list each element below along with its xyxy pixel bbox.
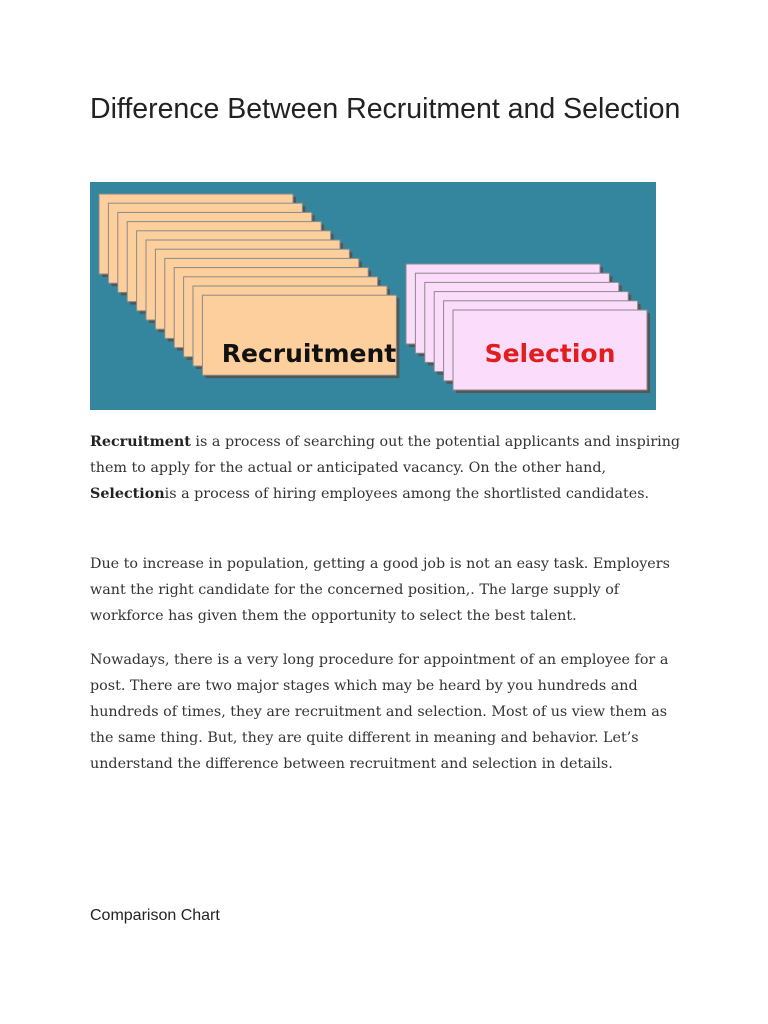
- page-title: Difference Between Recruitment and Selection: [90, 93, 681, 125]
- selection-card-label: Selection: [484, 339, 616, 368]
- recruitment-selection-illustration: [90, 182, 656, 410]
- paragraph-definitions: [90, 429, 690, 507]
- selection-term: Selection: [90, 486, 165, 502]
- selection-definition: is a process of hiring employees among the shortlisted candidates.: [164, 486, 650, 502]
- recruitment-card-label: Recruitment: [221, 339, 397, 368]
- recruitment-term: Recruitment: [90, 434, 191, 450]
- recruitment-definition: is a process of searching out the potential applicants and inspiring them to apply for the actual or anticipated vacancy. On the other hand,: [90, 434, 681, 476]
- paragraph-procedure: Nowadays, there is a very long procedure for appointment of an employee for a post. There are two major stages which may be heard by you hundreds and hundreds of times, they are recruitment and selection. Most of us view them as the same thing. But, they are quite different in meaning and behavior. Let’s understand the difference between recruitment and selection in details.: [90, 652, 669, 772]
- selection-card-stack: [406, 264, 650, 393]
- illustration-svg: [90, 182, 656, 410]
- comparison-chart-heading: Comparison Chart: [90, 907, 220, 924]
- paragraph-job-market: Due to increase in population, getting a good job is not an easy task. Employers want the right candidate for the concerned position,. The large supply of workforce has given them the opportunity to select the best talent.: [90, 556, 670, 624]
